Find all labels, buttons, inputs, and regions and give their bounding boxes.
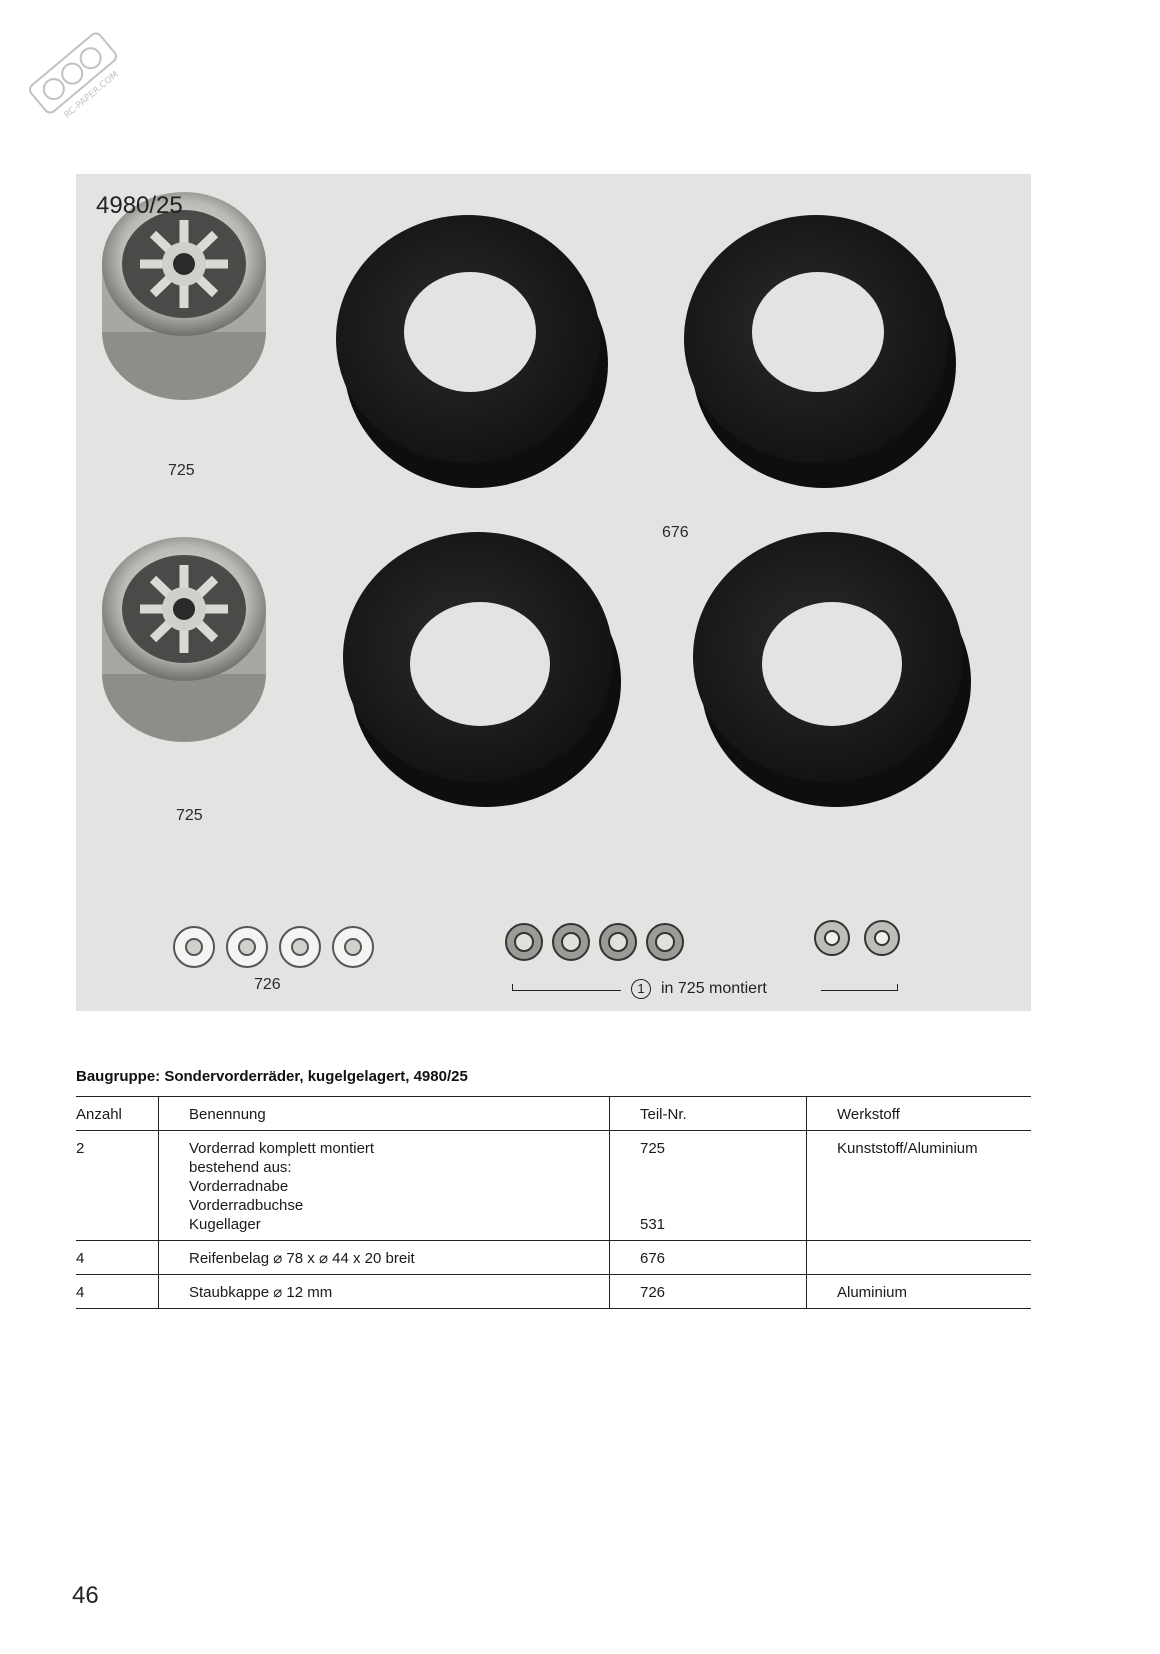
cell-benennung: Staubkappe ⌀ 12 mm [159,1275,610,1309]
part-number: 531 [640,1216,666,1233]
part-number-spacer [640,1177,806,1196]
svg-text:RC-PAPER.COM: RC-PAPER.COM [62,69,121,121]
label-hub-top: 725 [168,462,195,479]
wheel-hub-bottom [102,537,266,742]
page-number: 46 [72,1582,99,1609]
watermark-logo [18,18,128,128]
cell-teil-nr: 726 [610,1275,807,1309]
cell-anzahl: 4 [76,1241,159,1275]
part-number-spacer [640,1196,806,1215]
item-name: Vorderrad komplett montiert [189,1140,375,1157]
cell-benennung: Reifenbelag ⌀ 78 x ⌀ 44 x 20 breit [159,1241,610,1275]
cell-werkstoff: Aluminium [807,1275,1032,1309]
set-number: 4980/25 [96,192,183,219]
cell-teil-nr [610,1131,807,1241]
header-werkstoff: Werkstoff [807,1097,1032,1131]
cell-werkstoff: Kunststoff/Aluminium [807,1131,1032,1241]
dust-caps [174,927,373,967]
part-number: 725 [640,1140,666,1157]
table-row [76,1241,1031,1275]
mounted-text: in 725 montiert [661,980,767,998]
parts-table [76,1096,1031,1309]
cell-werkstoff [807,1241,1032,1275]
ball-bearings [506,924,683,960]
item-name: Kugellager [189,1216,261,1233]
header-anzahl: Anzahl [76,1097,159,1131]
header-teil-nr: Teil-Nr. [610,1097,807,1131]
label-hub-bottom: 725 [176,807,203,824]
mounted-caption [631,979,767,999]
item-name: Vorderradbuchse [189,1197,304,1214]
wheel-bushings [815,921,899,955]
tire-bottom-left [343,532,621,807]
bracket-right [821,984,898,991]
label-caps: 726 [254,976,281,993]
item-name: bestehend aus: [189,1159,292,1176]
part-number-spacer [640,1158,806,1177]
product-photo [76,174,1031,1011]
label-tires: 676 [662,524,689,541]
header-benennung: Benennung [159,1097,610,1131]
tire-top-left [336,215,608,488]
table-header-row [76,1097,1031,1131]
tire-bottom-right [693,532,971,807]
wheel-hub-top [102,192,266,400]
parts-illustration [76,174,1031,1011]
cell-benennung [159,1131,610,1241]
cell-anzahl: 4 [76,1275,159,1309]
table-row [76,1275,1031,1309]
cell-anzahl: 2 [76,1131,159,1241]
cell-teil-nr: 676 [610,1241,807,1275]
table-row [76,1131,1031,1241]
section-title: Baugruppe: Sondervorderräder, kugelgelagert, 4980/25 [76,1068,468,1085]
mounted-marker: 1 [631,979,651,999]
item-name: Vorderradnabe [189,1178,289,1195]
tire-top-right [684,215,956,488]
bracket-left [512,984,621,991]
